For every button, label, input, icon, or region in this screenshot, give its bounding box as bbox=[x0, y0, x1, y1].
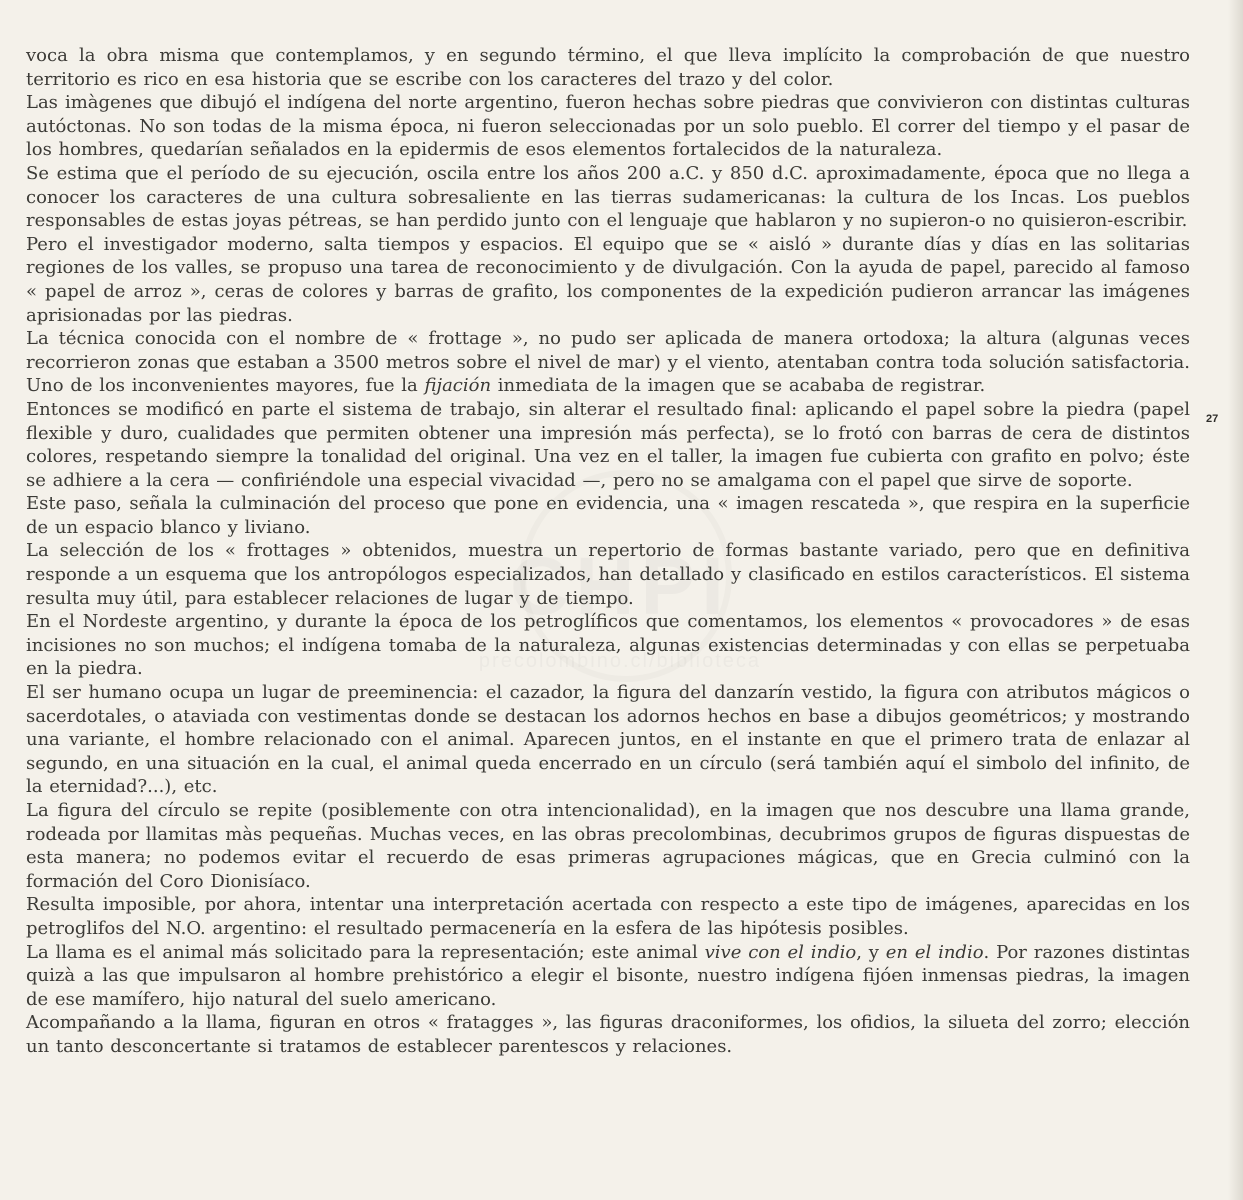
paragraph: Resulta imposible, por ahora, intentar una interpretación acertada con respecto a este tipo de imágenes, aparecidas en los petroglifos del N.O. argentino: el resultado permacenería en la esfera de las hipótesis posibles. bbox=[26, 894, 1190, 939]
paragraph-text: , y bbox=[856, 941, 886, 963]
paragraph-italic: en el indio bbox=[885, 941, 984, 963]
paragraph: Las imàgenes que dibujó el indígena del norte argentino, fueron hechas sobre piedras que convivieron con distintas culturas autóctonas. No son todas de la misma época, ni fueron seleccionadas por un solo pueblo. El correr del tiempo y el pasar de los hombres, quedarían señalados en la epidermis de esos elementos fortalecidos de la naturaleza. bbox=[26, 92, 1190, 161]
paragraph: Entonces se modificó en parte el sistema de trabajo, sin alterar el resultado final: aplicando el papel sobre la piedra (papel flexible y duro, cualidades que permiten obtener una impresión más perfecta), se lo frotó con barras de cera de distintos colores, respetando siempre la tonalidad del original. Una vez en el taller, la imagen fue cubierta con grafito en polvo; éste se adhiere a la cera — confiriéndole una especial vivacidad —, pero no se amalgama con el papel que sirve de soporte. bbox=[26, 398, 1190, 491]
paragraph-text: inmediata de la imagen que se acababa de registrar. bbox=[491, 375, 986, 397]
paragraph-text: La técnica conocida con el nombre de « frottage », no pudo ser aplicada de manera ortodoxa; la altura (algunas veces recorrieron zonas que estaban a 3500 metros sobre el nivel de mar) y el viento, atentaban contra toda solución satisfactoria. Uno de los inconvenientes mayores, fue la bbox=[26, 328, 1190, 397]
paragraph-text: La llama es el animal más solicitado para la representación; este animal bbox=[26, 941, 705, 963]
paragraph: Este paso, señala la culminación del proceso que pone en evidencia, una « imagen rescateda », que respira en la superficie de un espacio blanco y liviano. bbox=[26, 493, 1190, 538]
page-number: 27 bbox=[1206, 413, 1219, 425]
body-text bbox=[26, 44, 1190, 1059]
paragraph-text: . Por razones distintas quizà a las que impulsaron al hombre prehistórico a elegir el bisonte, nuestro indígena fijóen inmensas piedras, la imagen de ese mamífero, hijo natural del suelo americano. bbox=[26, 941, 1190, 1010]
paragraph-italic: fijación bbox=[424, 375, 492, 397]
paragraph-italic: vive con el indio bbox=[704, 941, 857, 963]
paragraph: En el Nordeste argentino, y durante la época de los petroglíficos que comentamos, los elementos « provocadores » de esas incisiones no son muchos; el indígena tomaba de la naturaleza, algunas existencias determinadas y con ellas se perpetuaba en la piedra. bbox=[26, 611, 1190, 680]
paragraph: La selección de los « frottages » obtenidos, muestra un repertorio de formas bastante variado, pero que en definitiva responde a un esquema que los antropólogos especializados, han detallado y clasificado en estilos característicos. El sistema resulta muy útil, para establecer relaciones de lugar y de tiempo. bbox=[26, 540, 1190, 609]
paragraph: Se estima que el período de su ejecución, oscila entre los años 200 a.C. y 850 d.C. aproximadamente, época que no llega a conocer los caracteres de una cultura sobresaliente en las tierras sudamericanas: la cultura de los Incas. Los pueblos responsables de estas joyas pétreas, se han perdido junto con el lenguaje que hablaron y no supieron-o no quisieron-escribir. bbox=[26, 162, 1190, 232]
paragraph bbox=[26, 327, 1190, 398]
paragraph: El ser humano ocupa un lugar de preeminencia: el cazador, la figura del danzarín vestido, la figura con atributos mágicos o sacerdotales, o ataviada con vestimentas donde se destacan los adornos hechos en base a dibujos geométricos; y mostrando una variante, el hombre relacionado con el animal. Aparecen juntos, en el instante en que el primero trata de enlazar al segundo, en una situación en la cual, el animal queda encerrado en un círculo (será también aquí el simbolo del infinito, de la eternidad?...), etc. bbox=[26, 682, 1190, 798]
page-edge-shadow bbox=[1228, 0, 1243, 1200]
watermark: CHPI bbox=[510, 541, 730, 632]
paragraph: voca la obra misma que contemplamos, y en segundo término, el que lleva implícito la comprobación de que nuestro territorio es rico en esa historia que se escribe con los caracteres del trazo y del color. bbox=[26, 45, 1190, 90]
watermark-subtitle: precolombino.cl/biblioteca bbox=[478, 650, 762, 672]
paragraph: La figura del círculo se repite (posiblemente con otra intencionalidad), en la imagen que nos descubre una llama grande, rodeada por llamitas màs pequeñas. Muchas veces, en las obras precolombinas, decubrimos grupos de figuras dispuestas de esta manera; no podemos evitar el recuerdo de esas primeras agrupaciones mágicas, que en Grecia culminó con la formación del Coro Dionisíaco. bbox=[26, 800, 1190, 892]
paragraph: Pero el investigador moderno, salta tiempos y espacios. El equipo que se « aisló » durante días y días en las solitarias regiones de los valles, se propuso una tarea de reconocimiento y de divulgación. Con la ayuda de papel, parecido al famoso « papel de arroz », ceras de colores y barras de grafito, los componentes de la expedición pudieron arrancar las imágenes aprisionadas por las piedras. bbox=[26, 233, 1190, 326]
paragraph: Acompañando a la llama, figuran en otros « fratagges », las figuras draconiformes, los ofidios, la silueta del zorro; elección un tanto desconcertante si tratamos de establecer parentescos y relaciones. bbox=[26, 1012, 1190, 1057]
paragraph bbox=[26, 941, 1190, 1012]
